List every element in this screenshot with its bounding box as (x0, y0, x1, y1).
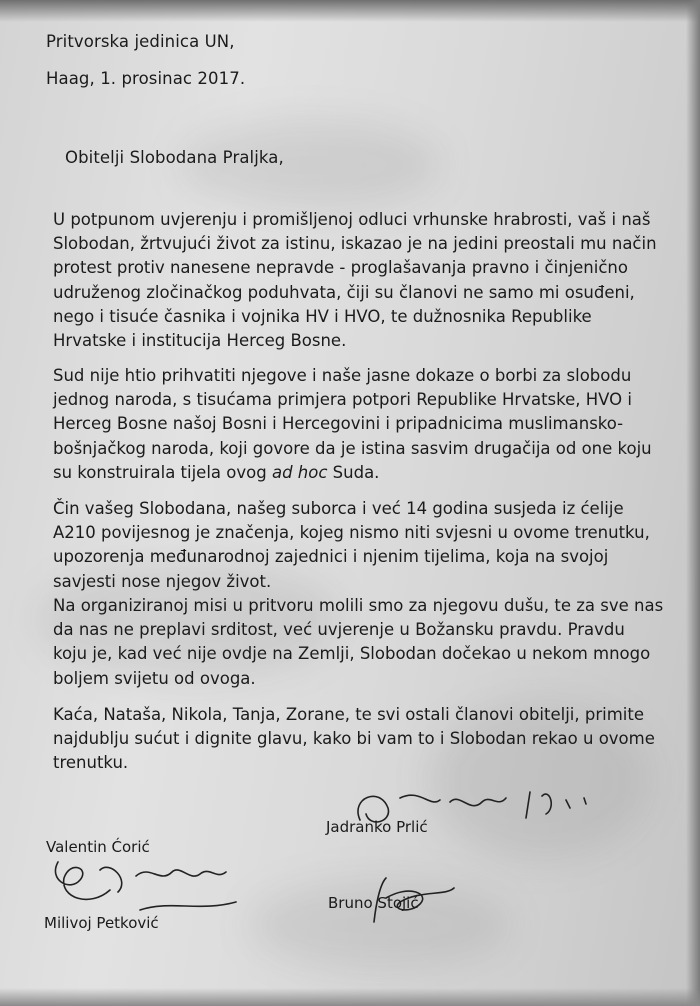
text-line: nego i tisuće časnika i vojnika HV i HVO, te dužnosnika Republike (53, 306, 592, 326)
text-line: Kaća, Nataša, Nikola, Tanja, Zorane, te svi ostali članovi obitelji, primite (53, 705, 645, 724)
text-line: Na organiziranoj misi u pritvoru molili smo za njegovu dušu, te za sve nas (53, 596, 664, 615)
paragraph-5 (53, 703, 693, 776)
paragraph-2 (53, 364, 693, 485)
text-line: U potpunom uvjerenju i promišljenoj odluci vrhunske hrabrosti, vaš i naš (53, 210, 651, 229)
text-line: protest protiv nanesene nepravde - proglašavanja pravno i činjenično (53, 258, 628, 278)
text-line: jednog naroda, s tisućama primjera potpori Republike Hrvatske, HVO i (53, 390, 632, 410)
text-line: Slobodan, žrtvujući život za istinu, iskazao je na jedini preostali mu način (53, 234, 657, 254)
text-line: udruženog zločinačkog poduhvata, čiji su članovi ne samo mi osuđeni, (53, 282, 635, 302)
signatory-prlic: Jadranko Prlić (326, 818, 428, 836)
paragraph-4 (53, 594, 693, 691)
text-line (53, 461, 693, 485)
text-line: koju je, kad već nije ovdje na Zemlji, Slobodan dočekao u nekom mnogo (53, 644, 651, 664)
signatory-stojic: Bruno Stojić (328, 894, 419, 912)
salutation: Obitelji Slobodana Praljka, (65, 148, 284, 167)
text-line: Herceg Bosne našoj Bosni i Hercegovini i pripadnicima muslimansko- (53, 414, 624, 434)
sender-line: Pritvorska jedinica UN, (46, 32, 235, 51)
paragraph-3 (53, 497, 693, 594)
text-line: Čin vašeg Slobodana, našeg suborca i već 14 godina susjeda iz ćelije (53, 499, 624, 518)
text-line: da nas ne preplavi srditost, već uvjerenje u Božansku pravdu. Pravdu (53, 620, 625, 640)
text-line: Hrvatske i institucija Herceg Bosne. (53, 331, 347, 351)
text-line: najdublju sućut i dignite glavu, kako bi vam to i Slobodan rekao u ovome (53, 729, 655, 749)
text-line: upozorenja međunarodnoj zajednici i njenim tijelima, koja na svojoj (53, 547, 609, 567)
text-line: boljem svijetu od ovoga. (53, 668, 256, 688)
ad-hoc-italic: ad hoc (271, 462, 328, 482)
signatory-petkovic: Milivoj Petković (44, 914, 159, 932)
text-line: bošnjačkog naroda, koji govore da je istina sasvim drugačija od one koju (53, 438, 652, 458)
text-run: Suda. (327, 462, 380, 482)
text-line: trenutku. (53, 753, 129, 773)
coric-petkovic-signature-scrawl (40, 850, 260, 920)
place-date: Haag, 1. prosinac 2017. (46, 69, 246, 88)
paragraph-1 (53, 208, 693, 353)
text-line: Sud nije htio prihvatiti njegove i naše jasne dokaze o borbi za slobodu (53, 366, 632, 385)
signatory-coric: Valentin Ćorić (46, 838, 150, 856)
text-run: su konstruirala tijela ovog (53, 462, 272, 482)
text-line: A210 povijesnog je značenja, kojeg nismo niti svjesni u ovome trenutku, (53, 523, 650, 543)
text-line: savjesti nose njegov život. (53, 571, 272, 591)
